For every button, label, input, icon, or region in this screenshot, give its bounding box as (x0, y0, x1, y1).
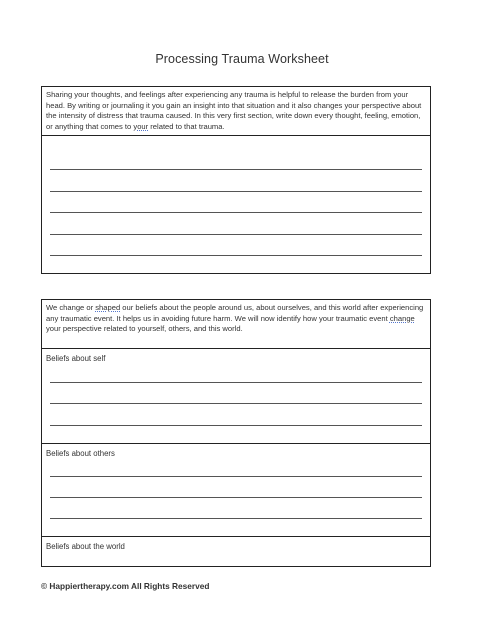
beliefs-instructions: We change or shaped our beliefs about the people around us, about ourselves, and this world after experiencing any traumatic event. It helps us in avoiding future harm. We will now identify how your traumatic event change your perspective related to yourself, others, and this world. (46, 303, 424, 333)
writing-line[interactable] (50, 212, 422, 213)
writing-line[interactable] (50, 425, 422, 426)
writing-line[interactable] (50, 169, 422, 170)
writing-line[interactable] (50, 497, 422, 498)
writing-line[interactable] (50, 255, 422, 256)
reflection-section (41, 86, 431, 274)
beliefs-others-label: Beliefs about others (46, 449, 115, 458)
beliefs-world-block (42, 536, 430, 566)
beliefs-world-label: Beliefs about the world (46, 542, 125, 551)
writing-line[interactable] (50, 518, 422, 519)
page-title: Processing Trauma Worksheet (155, 52, 329, 66)
writing-line[interactable] (50, 382, 422, 383)
copyright-footer: © Happiertherapy.com All Rights Reserved (41, 581, 210, 591)
writing-line[interactable] (50, 234, 422, 235)
writing-line[interactable] (50, 403, 422, 404)
beliefs-section (41, 299, 431, 567)
beliefs-others-block (42, 443, 430, 536)
beliefs-self-label: Beliefs about self (46, 354, 106, 363)
writing-line[interactable] (50, 191, 422, 192)
beliefs-self-block (42, 348, 430, 443)
reflection-instructions: Sharing your thoughts, and feelings after experiencing any trauma is helpful to release the burden from your head. By writing or journaling it you gain an insight into that situation and it also changes your perspective about the intensity of distress that trauma caused. In this very first section, write down every thought, feeling, emotion, or anything that comes to your related to that trauma. (42, 87, 430, 136)
writing-line[interactable] (50, 476, 422, 477)
